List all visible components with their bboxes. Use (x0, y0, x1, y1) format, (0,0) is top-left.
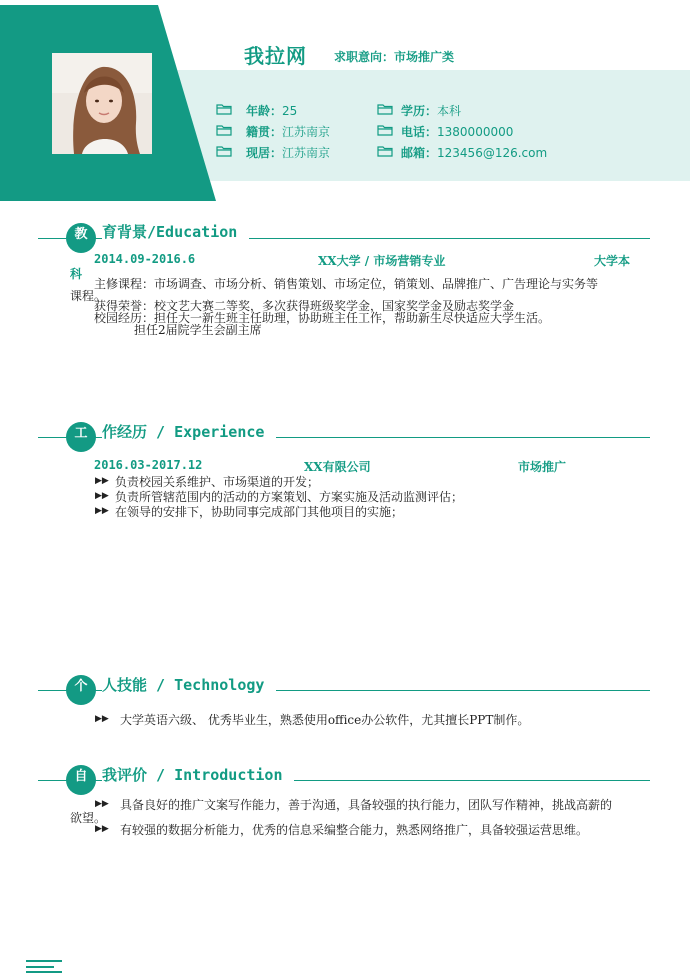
info-phone: 电话：1380000000 (401, 125, 514, 139)
info-education: 学历：本科 (401, 104, 462, 118)
section-title-evaluation: 我评价 / Introduction (102, 764, 294, 785)
info-email[interactable]: 邮箱：123456@126.com (401, 146, 548, 160)
education-courses: 主修课程：市场调查、市场分析、销售策划、市场定位，销策划、品牌推广、广告理论与实务等 (94, 277, 599, 291)
folder-icon (377, 103, 393, 115)
bullet-icon: ▶▶ (95, 476, 109, 486)
experience-role: 市场推广 (518, 460, 567, 474)
folder-icon (377, 145, 393, 157)
education-school: XX大学 / 市场营销专业 (318, 254, 446, 268)
folder-icon (216, 145, 232, 157)
section-title-education: 育背景/Education (102, 221, 249, 242)
education-honors: 获得荣誉：校文艺大赛二等奖，多次获得班级奖学金，国家奖学金及励志奖学金 (94, 299, 515, 313)
experience-period: 2016.03-2017.12 (94, 458, 203, 472)
section-badge: 个 (66, 675, 96, 705)
evaluation-item: 具备良好的推广文案写作能力，善于沟通，具备较强的执行能力，团队写作精神，挑战高薪的 (120, 798, 613, 812)
info-residence: 现居：江苏南京 (246, 146, 331, 160)
menu-lines-icon (26, 958, 62, 974)
folder-icon (216, 124, 232, 136)
info-hometown: 籍贯：江苏南京 (246, 125, 331, 139)
education-courses-wrap: 课程。 (70, 289, 107, 303)
education-campus-2: 担任2届院学生会副主席 (134, 323, 262, 337)
job-intent: 求职意向：市场推广类 (334, 50, 455, 64)
folder-icon (377, 124, 393, 136)
experience-company: XX有限公司 (304, 460, 371, 474)
section-title-skills: 人技能 / Technology (102, 674, 276, 695)
bullet-icon: ▶▶ (95, 714, 109, 724)
education-degree: 大学本 (594, 254, 631, 268)
experience-item: 负责校园关系维护、市场渠道的开发； (115, 475, 320, 489)
candidate-name: 我拉网 (244, 44, 307, 68)
section-badge: 工 (66, 422, 96, 452)
education-campus: 校园经历：担任大一新生班主任助理，协助班主任工作，帮助新生尽快适应大学生活。 (94, 311, 551, 325)
section-badge: 教 (66, 223, 96, 253)
bullet-icon: ▶▶ (95, 799, 109, 809)
evaluation-item: 有较强的数据分析能力，优秀的信息采编整合能力，熟悉网络推广，具备较强运营思维。 (120, 823, 589, 837)
skills-item: 大学英语六级、 优秀毕业生，熟悉使用office办公软件，尤其擅长PPT制作。 (120, 713, 530, 727)
evaluation-item-wrap: 欲望。 (70, 811, 107, 825)
education-degree-wrap: 科 (70, 267, 83, 281)
bullet-icon: ▶▶ (95, 491, 109, 501)
experience-item: 负责所管辖范围内的活动的方案策划、方案实施及活动监测评估； (115, 490, 464, 504)
section-title-experience: 作经历 / Experience (102, 421, 276, 442)
education-period: 2014.09-2016.6 (94, 252, 196, 266)
bullet-icon: ▶▶ (95, 506, 109, 516)
section-badge: 自 (66, 765, 96, 795)
profile-photo (52, 53, 152, 154)
bullet-icon: ▶▶ (95, 824, 109, 834)
experience-item: 在领导的安排下，协助同事完成部门其他项目的实施； (115, 505, 404, 519)
folder-icon (216, 103, 232, 115)
info-age: 年龄：25 (246, 104, 298, 118)
